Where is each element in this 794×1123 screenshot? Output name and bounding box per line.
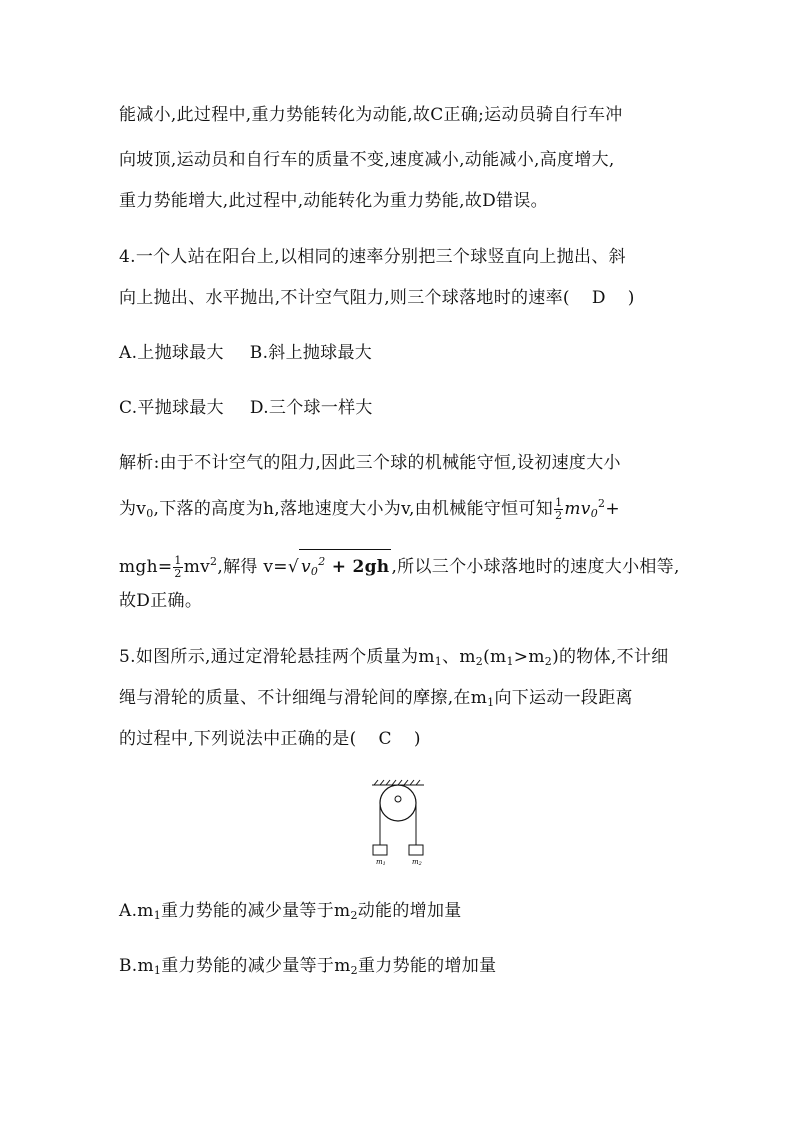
q4-sol-text: mgh= xyxy=(119,557,173,577)
q4-stem-text: 向上抛出、水平抛出,不计空气阻力,则三个球落地时的速率( xyxy=(119,288,570,308)
subscript: 2 xyxy=(350,909,358,922)
subscript: 0 xyxy=(146,507,154,520)
q4-option-b: B.斜上抛球最大 xyxy=(249,343,373,363)
mass-block-m2 xyxy=(409,845,423,855)
subscript: 1 xyxy=(153,964,162,977)
fraction-numerator: 1 xyxy=(174,554,182,567)
q4-solution-line-2 xyxy=(119,492,620,526)
q5-text: 的过程中,下列说法中正确的是( xyxy=(119,729,357,749)
sqrt-body xyxy=(299,549,392,584)
fraction-half xyxy=(173,555,182,580)
label-m2: m2 xyxy=(412,858,422,865)
q4-option-d: D.三个球一样大 xyxy=(249,398,373,418)
subscript: 2 xyxy=(350,964,358,977)
mass-block-m1 xyxy=(373,845,387,855)
prev-line-2: 向坡顶,运动员和自行车的质量不变,速度减小,动能减小,高度增大, xyxy=(119,150,615,170)
q5-opt-text: 动能的增加量 xyxy=(357,901,462,921)
ceiling-hatch xyxy=(372,780,424,785)
q4-solution-line-1: 解析:由于不计空气的阻力,因此三个球的机械能守恒,设初速度大小 xyxy=(119,453,621,473)
pulley-hub xyxy=(395,796,401,802)
q5-text: 绳与滑轮的质量、不计细绳与滑轮间的摩擦,在m xyxy=(119,688,488,708)
q5-answer: C xyxy=(378,729,392,749)
q5-text: 向下运动一段距离 xyxy=(494,688,633,708)
superscript: 2 xyxy=(598,497,606,510)
q4-options-row-1 xyxy=(119,341,372,365)
fraction-denominator: 2 xyxy=(555,509,563,522)
sqrt-var: v xyxy=(300,557,311,577)
q5-stem-line-2 xyxy=(119,686,633,715)
q4-close-paren: ) xyxy=(627,288,635,308)
q4-sol-text: ,下落的高度为h,落地速度大小为v,由机械能守恒可知 xyxy=(153,499,554,519)
q4-solution-line-4: 故D正确。 xyxy=(119,591,203,611)
q5-stem-line-1 xyxy=(119,645,669,674)
q4-sol-text: mv xyxy=(183,557,211,577)
q5-text: (m xyxy=(483,647,507,667)
subscript: 2 xyxy=(475,655,484,668)
q5-opt-text: A.m xyxy=(119,901,154,921)
prev-line-1: 能减小,此过程中,重力势能转化为动能,故C正确;运动员骑自行车冲 xyxy=(119,105,623,125)
q5-text: )的物体,不计细 xyxy=(552,647,669,667)
superscript: 2 xyxy=(210,555,218,568)
subscript: 1 xyxy=(506,655,514,668)
label-m1: m1 xyxy=(376,858,386,865)
subscript: 0 xyxy=(310,565,319,578)
subscript: 1 xyxy=(153,909,162,922)
superscript: 2 xyxy=(318,555,326,568)
q4-sol-text: ,解得 v= xyxy=(217,557,288,577)
q4-solution-line-3 xyxy=(119,549,680,584)
q5-opt-text: 重力势能的减少量等于m xyxy=(161,901,351,921)
pulley-diagram xyxy=(368,779,428,865)
q5-opt-text: 重力势能的增加量 xyxy=(357,956,497,976)
q4-options-row-2 xyxy=(119,396,373,420)
fraction-half xyxy=(554,497,563,522)
q4-option-c: C.平抛球最大 xyxy=(119,398,224,418)
q5-stem-line-3 xyxy=(119,727,421,751)
q4-answer: D xyxy=(591,288,606,308)
fraction-denominator: 2 xyxy=(174,567,182,580)
q4-option-a: A.上抛球最大 xyxy=(119,343,224,363)
prev-line-3: 重力势能增大,此过程中,动能转化为重力势能,故D错误。 xyxy=(119,191,548,211)
q4-sol-text: 为v xyxy=(119,499,147,519)
q5-text: 、m xyxy=(442,647,476,667)
q5-option-b xyxy=(119,954,496,983)
sqrt-expression xyxy=(288,549,392,584)
q4-stem-line-2 xyxy=(119,286,635,310)
fraction-numerator: 1 xyxy=(555,496,563,509)
q4-sol-text: ,所以三个小球落地时的速度大小相等, xyxy=(391,557,680,577)
q5-option-a xyxy=(119,899,462,928)
q5-opt-text: 重力势能的减少量等于m xyxy=(161,956,351,976)
q5-opt-text: B.m xyxy=(119,956,154,976)
subscript: 0 xyxy=(590,507,599,520)
q4-sol-math: mv xyxy=(564,499,591,519)
subscript: 1 xyxy=(487,696,495,709)
q5-close-paren: ) xyxy=(413,729,421,749)
subscript: 2 xyxy=(544,655,553,668)
q4-sol-text: + xyxy=(605,499,620,519)
q5-text: >m xyxy=(513,647,545,667)
pulley-wheel xyxy=(380,785,416,821)
sqrt-sign: √ xyxy=(287,557,299,577)
q5-text: 5.如图所示,通过定滑轮悬挂两个质量为m xyxy=(119,647,435,667)
q4-stem-line-1: 4.一个人站在阳台上,以相同的速率分别把三个球竖直向上抛出、斜 xyxy=(119,247,626,267)
subscript: 1 xyxy=(434,655,443,668)
sqrt-tail: + 2gh xyxy=(325,557,390,577)
